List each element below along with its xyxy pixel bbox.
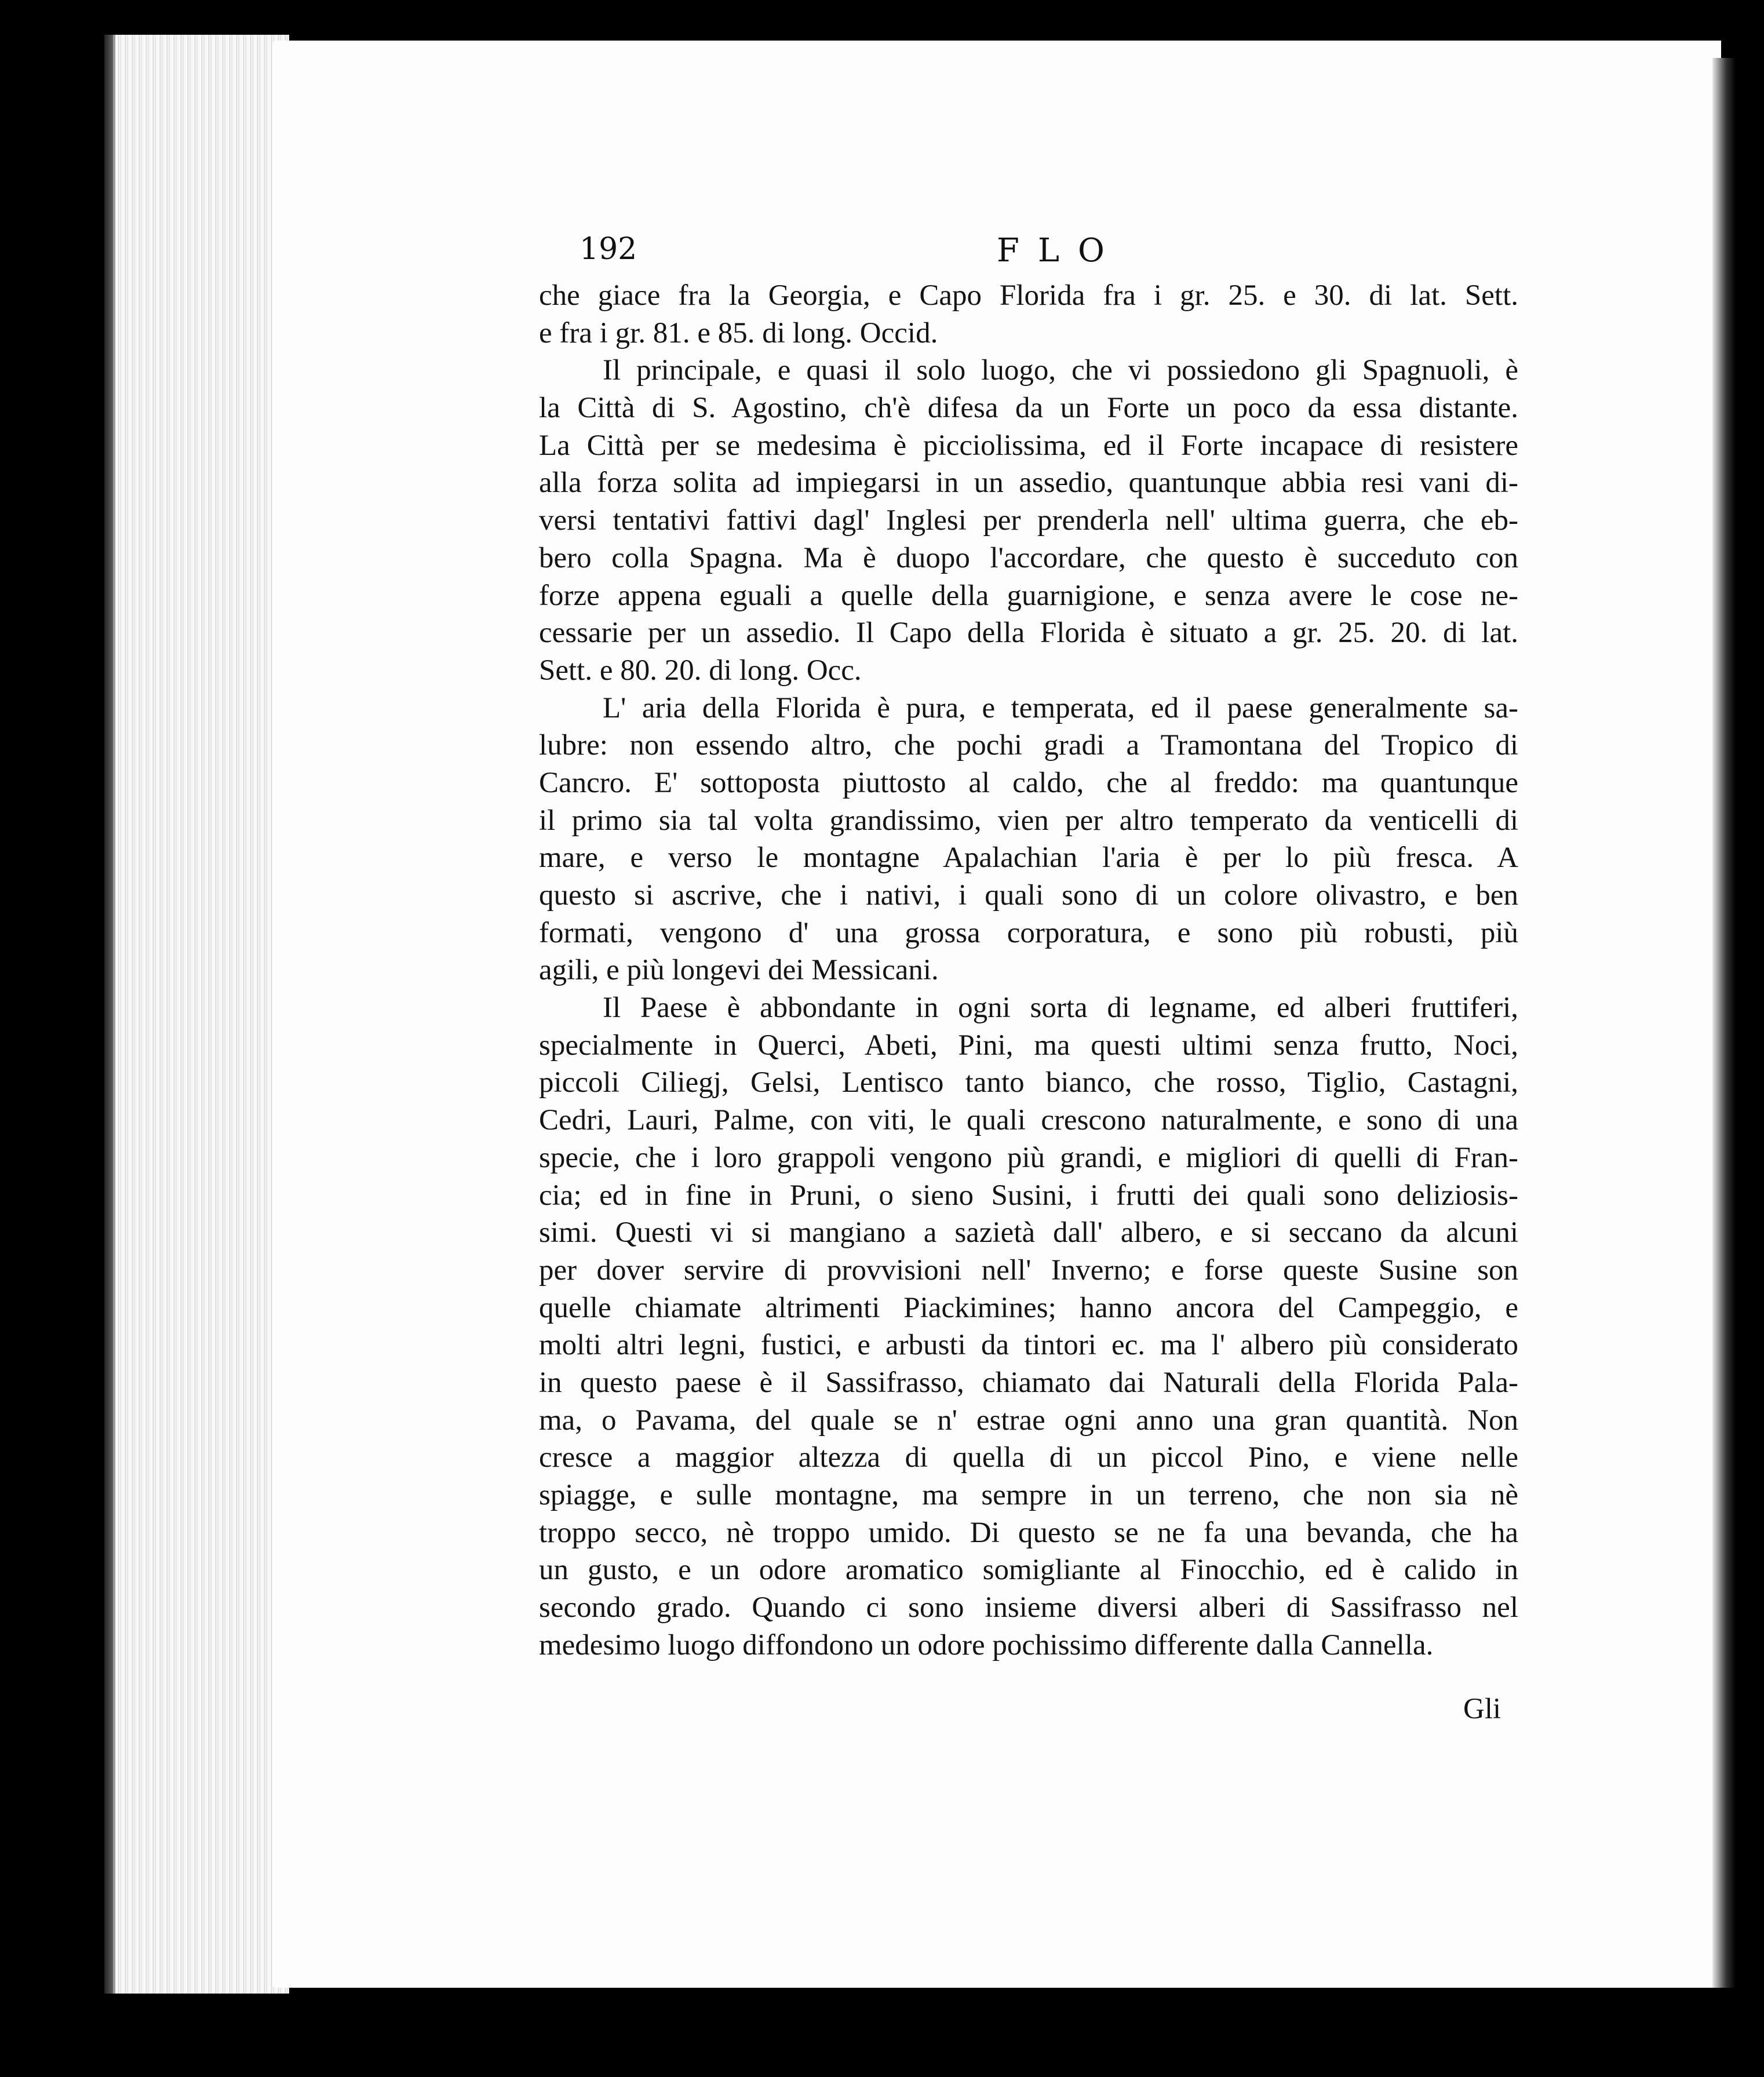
- running-head: FLO: [997, 232, 1123, 269]
- text-line: la Città di S. Agostino, ch'è difesa da un Forte un poco da essa distante.: [539, 392, 1518, 425]
- text-line: agili, e più longevi dei Messicani.: [539, 954, 939, 987]
- text-line: Cancro. E' sottoposta piuttosto al caldo, che al freddo: ma quantunque: [539, 766, 1518, 799]
- text-line: molti altri legni, fustici, e arbusti da tintori ec. ma l' albero più considerato: [539, 1329, 1518, 1362]
- text-line: La Città per se medesima è picciolissima, ed il Forte incapace di resistere: [539, 429, 1518, 462]
- text-line: e fra i gr. 81. e 85. di long. Occid.: [539, 316, 938, 349]
- text-line: alla forza solita ad impiegarsi in un assedio, quantunque abbia resi vani di-: [539, 467, 1518, 500]
- text-line: secondo grado. Quando ci sono insieme diversi alberi di Sassifrasso nel: [539, 1591, 1518, 1624]
- text-line: piccoli Ciliegj, Gelsi, Lentisco tanto bianco, che rosso, Tiglio, Castagni,: [539, 1066, 1518, 1099]
- text-line: forze appena eguali a quelle della guarnigione, e senza avere le cose ne-: [539, 579, 1518, 612]
- paragraph: [539, 277, 1518, 352]
- text-line: il primo sia tal volta grandissimo, vien per altro temperato da venticelli di: [539, 804, 1518, 837]
- text-line: Cedri, Lauri, Palme, con viti, le quali crescono naturalmente, e sono di una: [539, 1104, 1518, 1137]
- right-page-gutter: [1712, 58, 1736, 1988]
- text-line: Il Paese è abbondante in ogni sorta di legname, ed alberi fruttiferi,: [603, 992, 1518, 1025]
- text-line: questo si ascrive, che i nativi, i quali sono di un colore olivastro, e ben: [539, 879, 1518, 912]
- catchword: Gli: [1463, 1693, 1501, 1725]
- text-line: medesimo luogo diffondono un odore pochissimo differente dalla Cannella.: [539, 1628, 1434, 1661]
- text-line: Sett. e 80. 20. di long. Occ.: [539, 654, 862, 687]
- paragraph: [539, 690, 1518, 990]
- body-text: [539, 277, 1518, 1664]
- page-edges: [113, 35, 289, 1994]
- paragraph: [539, 352, 1518, 689]
- text-line: spiagge, e sulle montagne, ma sempre in un terreno, che non sia nè: [539, 1479, 1518, 1511]
- text-line: simi. Questi vi si mangiano a sazietà dall' albero, e si seccano da alcuni: [539, 1216, 1518, 1249]
- text-line: cessarie per un assedio. Il Capo della Florida è situato a gr. 25. 20. di lat.: [539, 617, 1518, 650]
- page-header: [580, 232, 1507, 278]
- text-line: troppo secco, nè troppo umido. Di questo se ne fa una bevanda, che ha: [539, 1516, 1518, 1549]
- text-line: L' aria della Florida è pura, e temperata, ed il paese generalmente sa-: [603, 691, 1518, 724]
- text-line: formati, vengono d' una grossa corporatura, e sono più robusti, più: [539, 916, 1518, 949]
- text-line: ma, o Pavama, del quale se n' estrae ogni anno una gran quantità. Non: [539, 1404, 1518, 1437]
- text-line: in questo paese è il Sassifrasso, chiamato dai Naturali della Florida Pala-: [539, 1366, 1518, 1399]
- text-line: bero colla Spagna. Ma è duopo l'accordare, che questo è succeduto con: [539, 541, 1518, 574]
- text-line: mare, e verso le montagne Apalachian l'aria è per lo più fresca. A: [539, 841, 1518, 874]
- page-number: 192: [580, 232, 637, 267]
- text-line: specialmente in Querci, Abeti, Pini, ma questi ultimi senza frutto, Noci,: [539, 1029, 1518, 1062]
- text-line: specie, che i loro grappoli vengono più grandi, e migliori di quelli di Fran-: [539, 1141, 1518, 1174]
- paragraph: [539, 989, 1518, 1664]
- text-line: cia; ed in fine in Pruni, o sieno Susini, i frutti dei quali sono deliziosis-: [539, 1179, 1518, 1212]
- text-line: Il principale, e quasi il solo luogo, che vi possiedono gli Spagnuoli, è: [603, 354, 1518, 387]
- text-line: cresce a maggior altezza di quella di un piccol Pino, e viene nelle: [539, 1441, 1518, 1474]
- text-line: versi tentativi fattivi dagl' Inglesi per prenderla nell' ultima guerra, che eb-: [539, 504, 1518, 537]
- text-line: per dover servire di provvisioni nell' Inverno; e forse queste Susine son: [539, 1254, 1518, 1287]
- text-line: che giace fra la Georgia, e Capo Florida fra i gr. 25. e 30. di lat. Sett.: [539, 279, 1518, 312]
- text-line: un gusto, e un odore aromatico somigliante al Finocchio, ed è calido in: [539, 1554, 1518, 1587]
- text-line: lubre: non essendo altro, che pochi gradi a Tramontana del Tropico di: [539, 729, 1518, 762]
- text-line: quelle chiamate altrimenti Piackimines; hanno ancora del Campeggio, e: [539, 1291, 1518, 1324]
